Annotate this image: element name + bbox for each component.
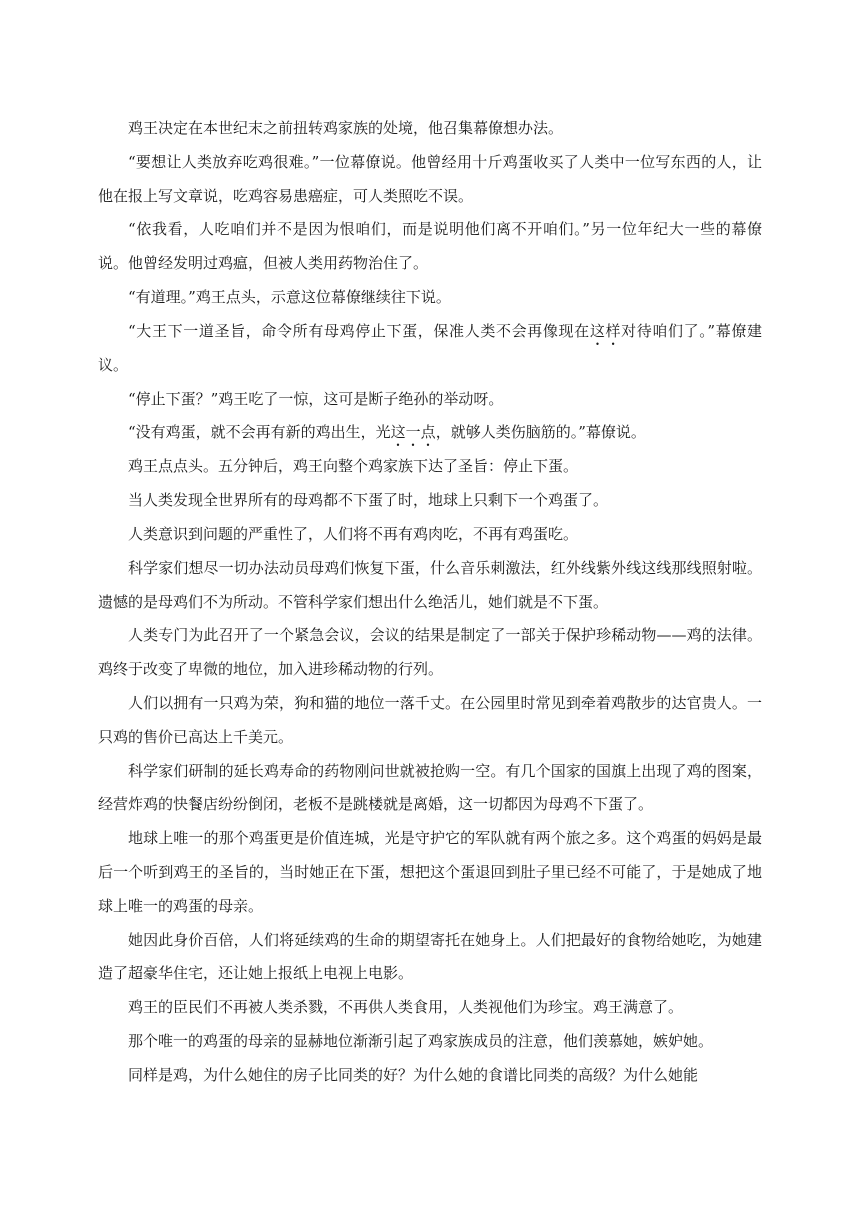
text-segment: “没有鸡蛋，就不会再有新的鸡出生，光 (128, 423, 391, 442)
emphasized-phrase: 这一点 (390, 423, 436, 442)
paragraph: 她因此身价百倍，人们将延续鸡的生命的期望寄托在她身上。人们把最好的食物给她吃，为她建造了超豪华住宅，还让她上报纸上电视上电影。 (98, 930, 762, 983)
paragraph (98, 416, 762, 450)
paragraph: “依我看，人吃咱们并不是因为恨咱们，而是说明他们离不开咱们。”另一位年纪大一些的幕僚说。他曾经发明过鸡瘟，但被人类用药物治住了。 (98, 220, 762, 273)
paragraph: 人们以拥有一只鸡为荣，狗和猫的地位一落千丈。在公园里时常见到牵着鸡散步的达官贵人。一只鸡的售价已高达上千美元。 (98, 693, 762, 746)
emphasized-phrase: 这样 (589, 321, 622, 340)
text-segment: ，就够人类伤脑筋的。”幕僚说。 (435, 423, 646, 442)
paragraph: 人类意识到问题的严重性了，人们将不再有鸡肉吃，不再有鸡蛋吃。 (128, 524, 579, 543)
paragraph: 鸡王的臣民们不再被人类杀戮，不再供人类食用，人类视他们为珍宝。鸡王满意了。 (128, 998, 684, 1017)
paragraph: “停止下蛋？”鸡王吃了一惊，这可是断子绝孙的举动呀。 (128, 389, 504, 408)
paragraph: 同样是鸡，为什么她住的房子比同类的好？为什么她的食谱比同类的高级？为什么她能 (128, 1065, 699, 1084)
paragraph: 人类专门为此召开了一个紧急会议，会议的结果是制定了一部关于保护珍稀动物——鸡的法律。鸡终于改变了卑微的地位，加入进珍稀动物的行列。 (98, 626, 762, 679)
paragraph: “有道理。”鸡王点头，示意这位幕僚继续往下说。 (128, 287, 451, 306)
paragraph: 那个唯一的鸡蛋的母亲的显赫地位渐渐引起了鸡家族成员的注意，他们羡慕她，嫉妒她。 (128, 1031, 714, 1050)
text-segment: 对待咱们了。”幕僚建议。 (98, 321, 763, 374)
paragraph: 科学家们研制的延长鸡寿命的药物刚问世就被抢购一空。有几个国家的国旗上出现了鸡的图案，经营炸鸡的快餐店纷纷倒闭，老板不是跳楼就是离婚，这一切都因为母鸡不下蛋了。 (98, 761, 762, 814)
story-body (98, 112, 762, 1093)
paragraph: 科学家们想尽一切办法动员母鸡们恢复下蛋，什么音乐刺激法，红外线紫外线这线那线照射啦。遗憾的是母鸡们不为所动。不管科学家们想出什么绝活儿，她们就是不下蛋。 (98, 558, 762, 611)
paragraph: 鸡王点点头。五分钟后，鸡王向整个鸡家族下达了圣旨：停止下蛋。 (128, 457, 579, 476)
paragraph (98, 315, 762, 383)
text-segment: “大王下一道圣旨，命令所有母鸡停止下蛋，保准人类不会再像现在 (128, 321, 590, 340)
paragraph: 当人类发现全世界所有的母鸡都不下蛋了时，地球上只剩下一个鸡蛋了。 (128, 491, 609, 510)
paragraph: 鸡王决定在本世纪末之前扭转鸡家族的处境，他召集幕僚想办法。 (128, 119, 564, 137)
paragraph: 地球上唯一的那个鸡蛋更是价值连城，光是守护它的军队就有两个旅之多。这个鸡蛋的妈妈是最后一个听到鸡王的圣旨的，当时她正在下蛋，想把这个蛋退回到肚子里已经不可能了，于是她成了地球上唯一的鸡蛋的母亲。 (98, 829, 762, 915)
paragraph: “要想让人类放弃吃鸡很难。”一位幕僚说。他曾经用十斤鸡蛋收买了人类中一位写东西的人，让他在报上写文章说，吃鸡容易患癌症，可人类照吃不误。 (98, 152, 762, 205)
